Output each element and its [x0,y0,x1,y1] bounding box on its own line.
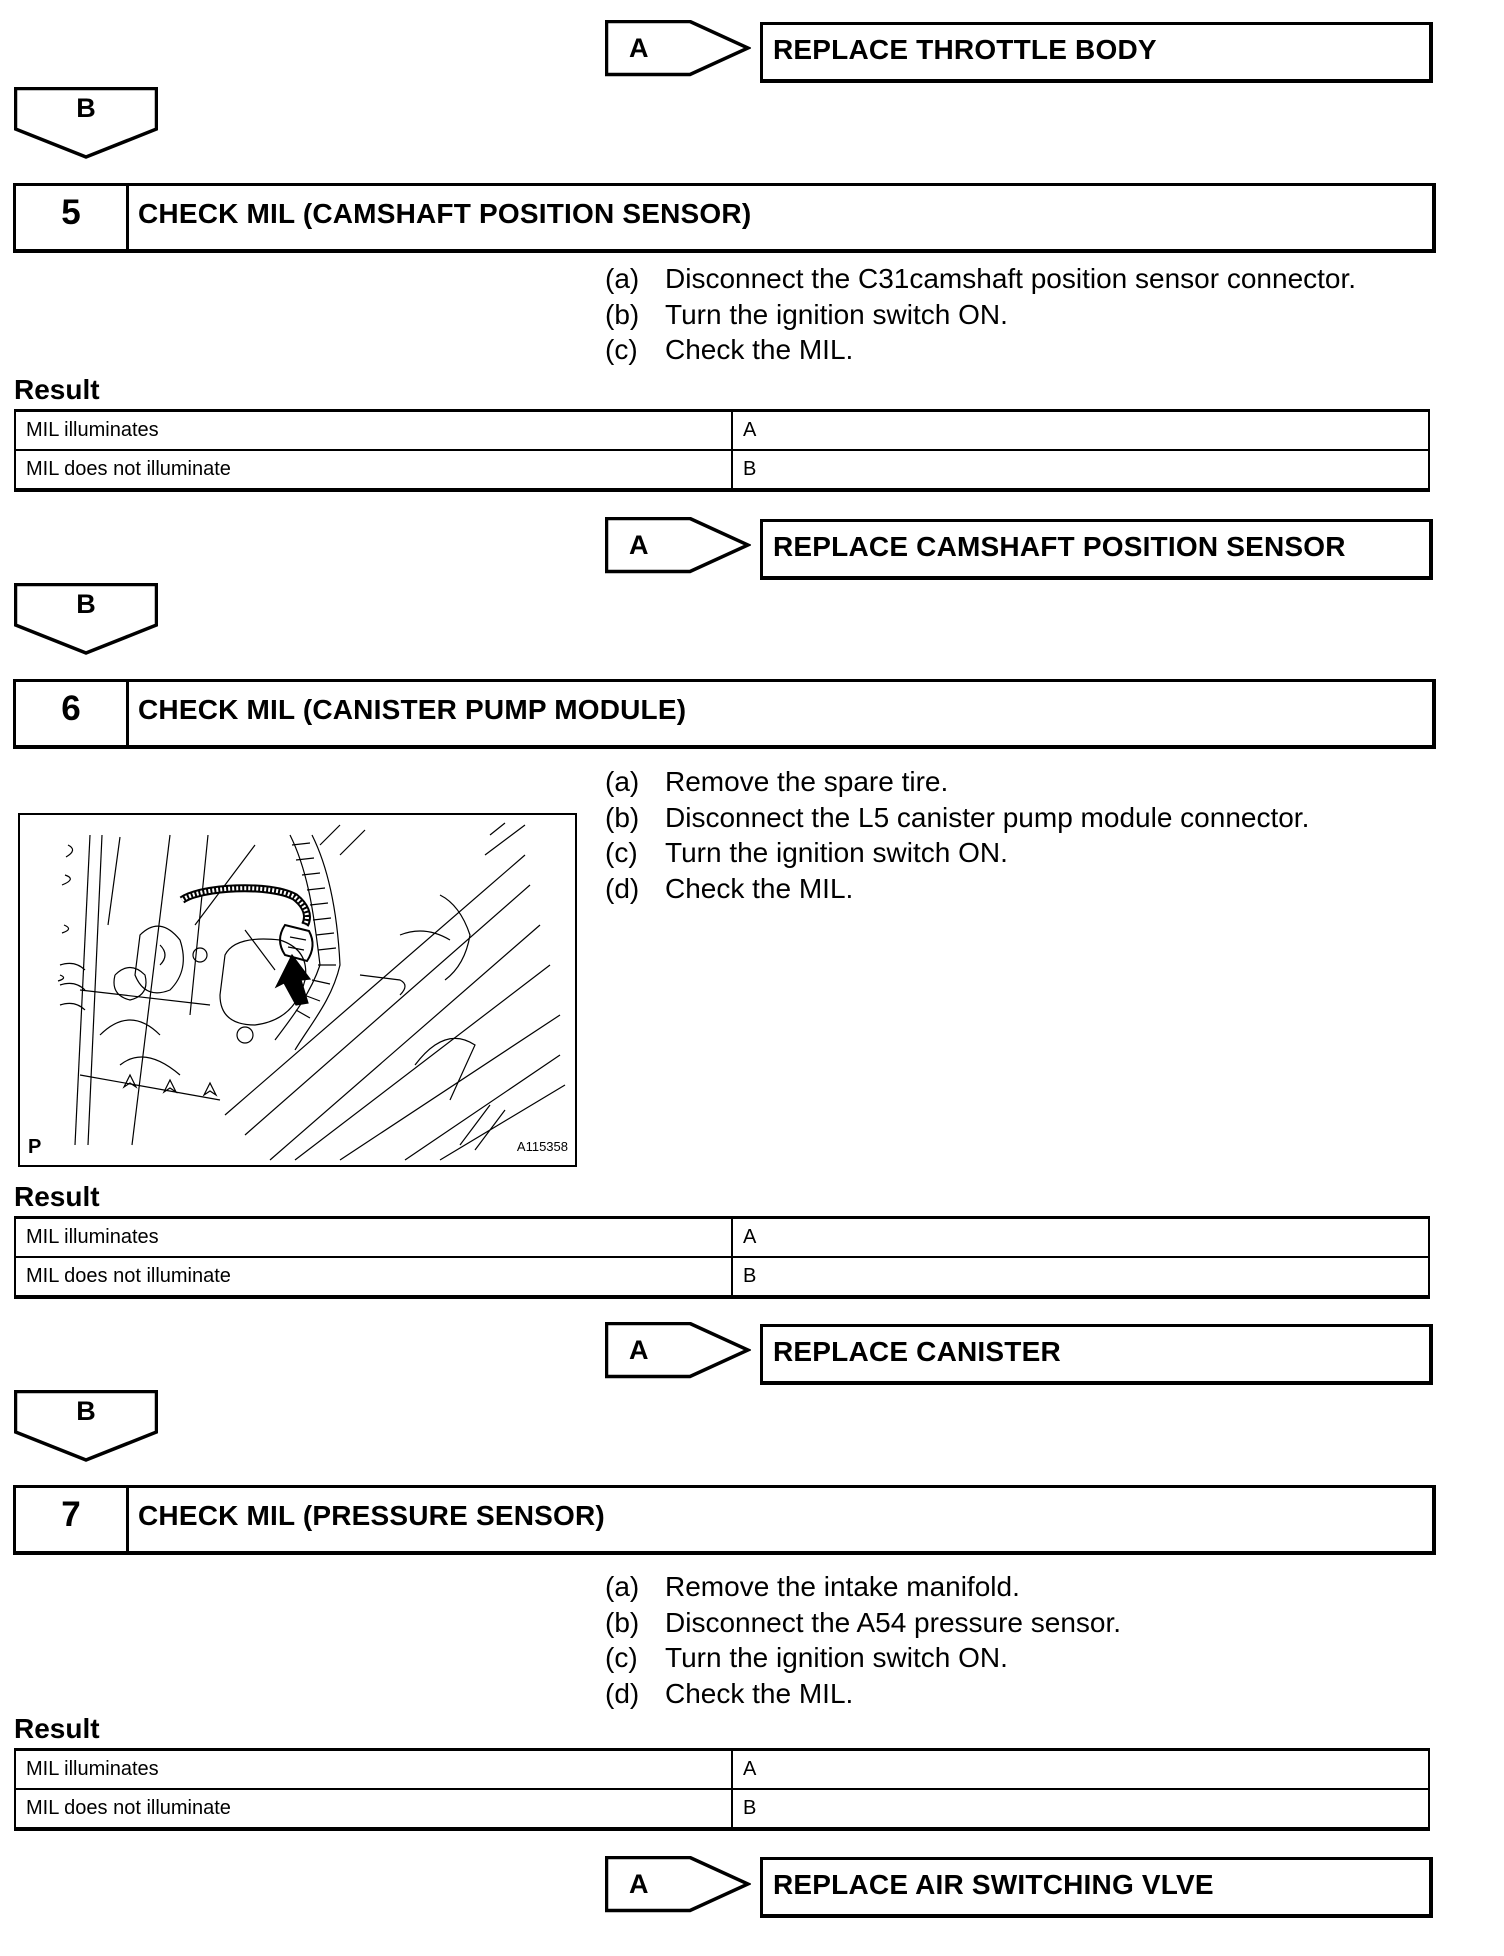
result-condition: MIL does not illuminate [15,1257,732,1297]
action-text: REPLACE AIR SWITCHING VLVE [773,1869,1214,1900]
item-letter: (c) [605,1642,638,1673]
item-letter: (a) [605,1571,640,1602]
table-row [15,1257,1429,1297]
result-outcome: B [732,450,1429,490]
result-outcome: B [732,1257,1429,1297]
item-letter: (b) [605,1606,640,1638]
item-text: Disconnect the L5 canister pump module connector. [665,801,1310,833]
item-text: Turn the ignition switch ON. [665,298,1008,330]
step-7-header [13,1485,1436,1555]
item-letter: (b) [605,801,640,833]
result-condition: MIL illuminates [15,1750,732,1790]
item-text: Disconnect the C31camshaft position sensor connector. [665,263,1357,294]
step-title: CHECK MIL (PRESSURE SENSOR) [138,1500,605,1531]
item-text: Remove the spare tire. [665,766,949,797]
item-text: Turn the ignition switch ON. [665,1642,1008,1673]
table-row [15,1750,1429,1790]
step-number: 6 [16,682,129,745]
branch-a-tag [605,1322,751,1378]
branch-b-label: B [76,589,96,619]
branch-a-label: A [629,33,649,63]
step-title: CHECK MIL (CANISTER PUMP MODULE) [138,694,687,725]
branch-b-tag [14,583,158,655]
arrow-right-icon [605,517,751,574]
result-heading: Result [14,374,100,405]
replace-canister-box [760,1324,1433,1385]
result-outcome: A [732,411,1429,451]
item-text: Remove the intake manifold. [665,1571,1020,1602]
result-condition: MIL illuminates [15,1218,732,1258]
arrow-right-icon [605,1856,751,1913]
result-table [14,1748,1430,1831]
result-heading: Result [14,1181,100,1212]
action-text: REPLACE CAMSHAFT POSITION SENSOR [773,531,1346,562]
item-letter: (a) [605,263,640,294]
replace-camshaft-sensor-box [760,519,1433,580]
item-letter: (b) [605,298,640,330]
branch-b-tag [14,87,158,159]
figure-id: A115358 [516,1139,568,1154]
branch-b-tag [14,1390,158,1462]
table-row [15,1218,1429,1258]
result-condition: MIL illuminates [15,411,732,451]
branch-a-label: A [629,530,649,560]
illustration-line-drawing [20,815,575,1165]
item-letter: (d) [605,1677,640,1709]
arrow-right-icon [605,1322,751,1379]
action-text: REPLACE CANISTER [773,1336,1061,1367]
item-letter: (c) [605,334,638,365]
item-text: Check the MIL. [665,334,854,365]
figure-corner-mark: P [28,1136,42,1158]
item-letter: (d) [605,872,640,904]
arrow-right-icon [605,20,751,77]
step-number: 7 [16,1488,129,1551]
result-condition: MIL does not illuminate [15,1789,732,1829]
branch-b-label: B [76,1396,96,1426]
branch-a-tag [605,1856,751,1912]
branch-a-label: A [629,1335,649,1365]
branch-a-tag [605,20,751,76]
result-condition: MIL does not illuminate [15,450,732,490]
result-heading: Result [14,1713,100,1744]
result-table [14,1216,1430,1299]
result-table [14,409,1430,492]
item-text: Turn the ignition switch ON. [665,837,1008,868]
result-outcome: A [732,1218,1429,1258]
item-text: Check the MIL. [665,1677,854,1709]
step-title: CHECK MIL (CAMSHAFT POSITION SENSOR) [138,198,752,229]
result-outcome: B [732,1789,1429,1829]
step-5-header [13,183,1436,253]
step-6-header [13,679,1436,749]
table-row [15,450,1429,490]
step-number: 5 [16,186,129,249]
item-letter: (c) [605,837,638,868]
branch-a-label: A [629,1869,649,1899]
table-row [15,411,1429,451]
branch-a-tag [605,517,751,573]
item-letter: (a) [605,766,640,797]
action-text: REPLACE THROTTLE BODY [773,34,1157,65]
item-text: Check the MIL. [665,872,854,904]
replace-throttle-body-box [760,22,1433,83]
table-row [15,1789,1429,1829]
result-outcome: A [732,1750,1429,1790]
canister-pump-illustration [18,813,577,1167]
item-text: Disconnect the A54 pressure sensor. [665,1606,1122,1638]
replace-air-switching-valve-box [760,1857,1433,1918]
branch-b-label: B [76,93,96,123]
